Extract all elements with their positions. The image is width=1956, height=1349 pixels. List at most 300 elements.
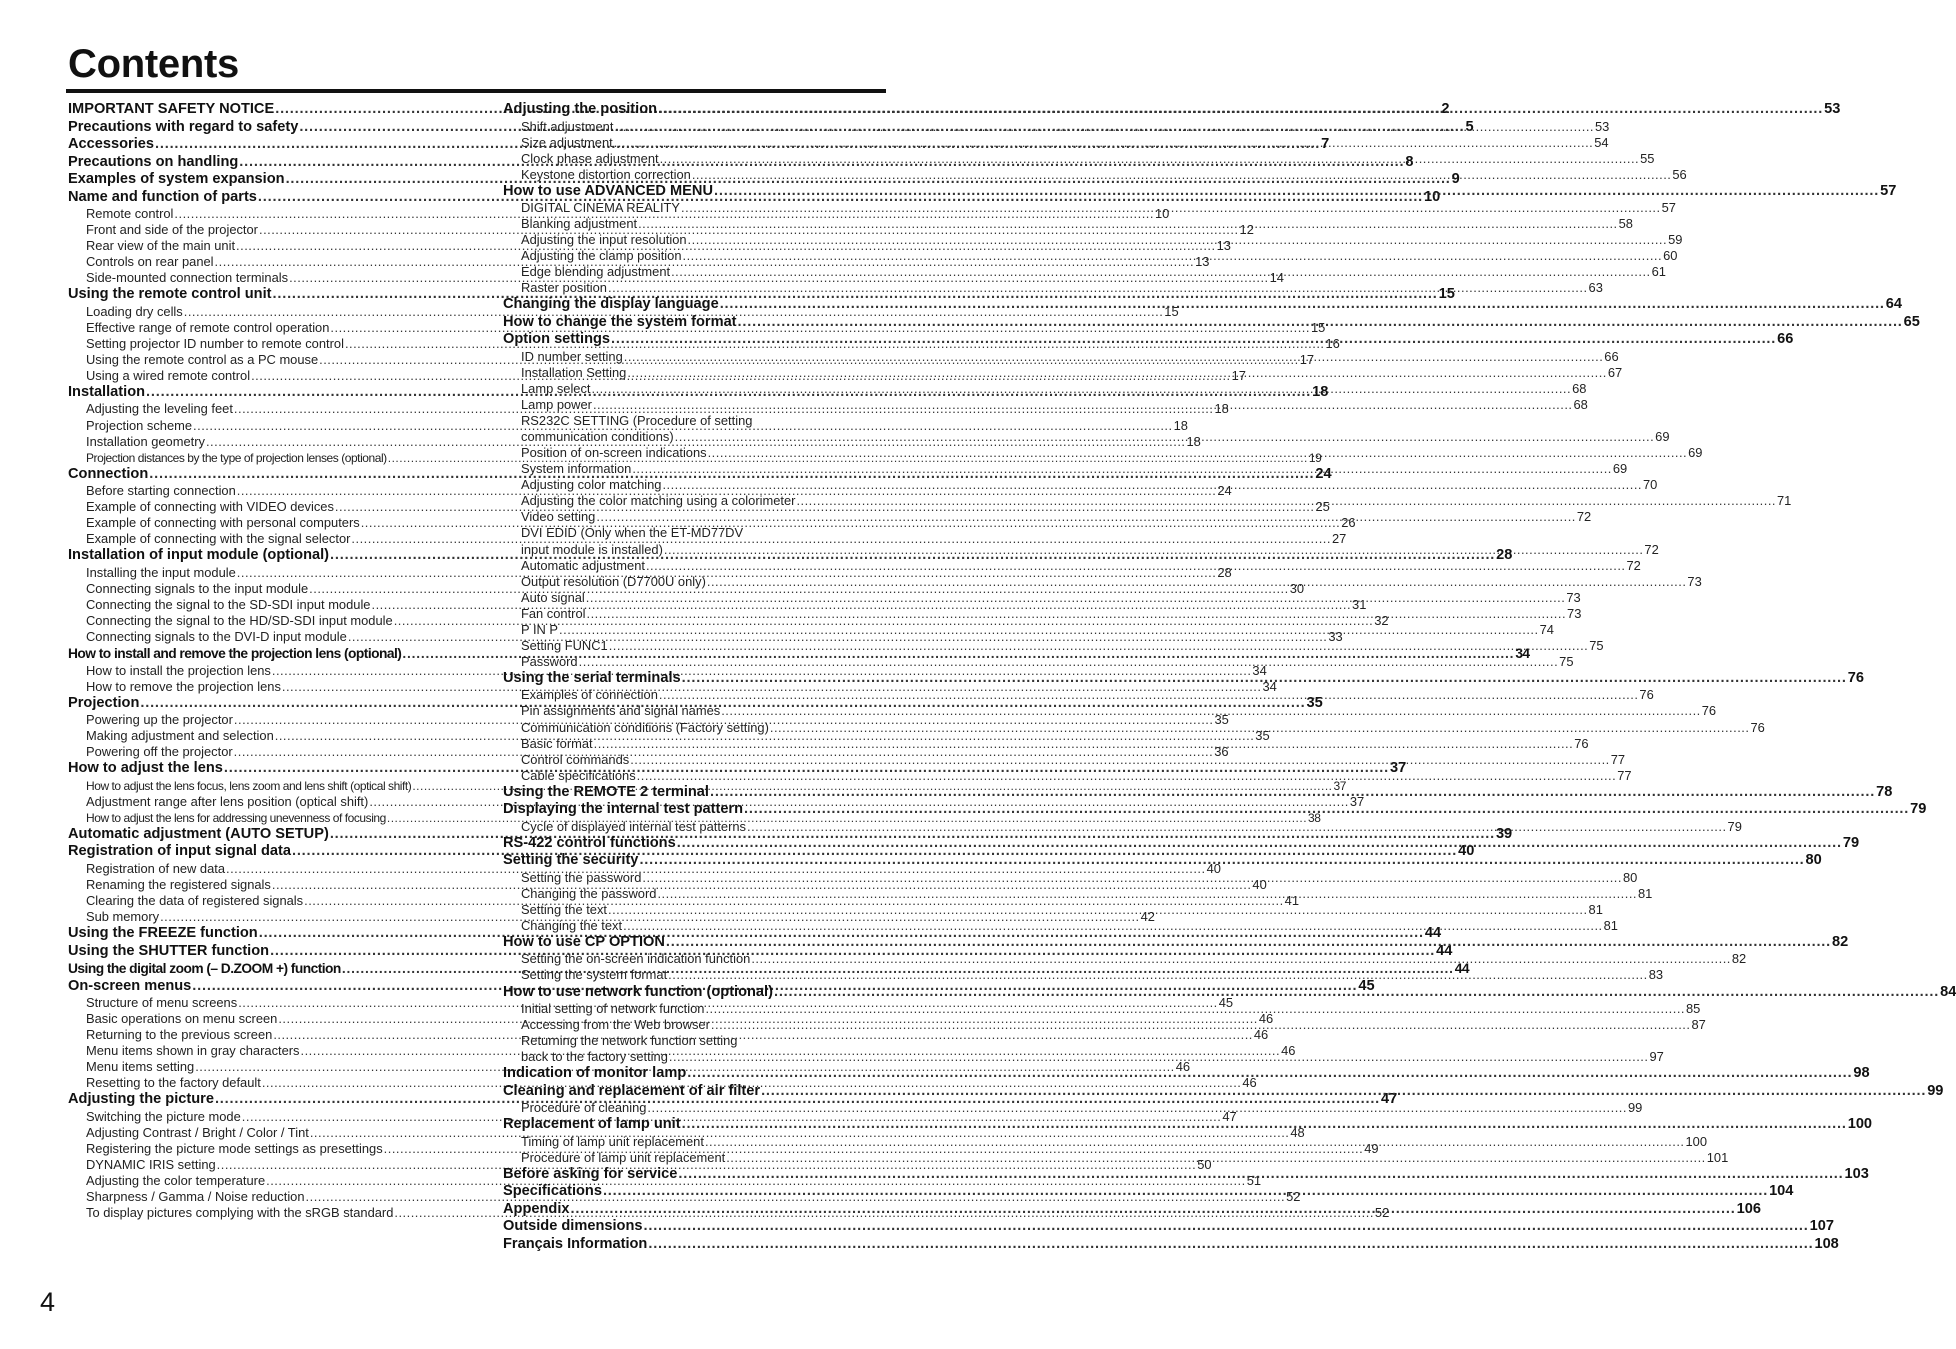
- toc-entry-title: How to change the system format: [503, 313, 737, 330]
- toc-entry-title: Setting the security: [503, 852, 639, 869]
- toc-entry-title: Basic operations on menu screen: [86, 1011, 278, 1027]
- toc-entry-title: Installation Setting: [521, 365, 627, 381]
- dot-leader: [614, 135, 1594, 151]
- toc-entry-title: Cycle of displayed internal test patterns: [521, 818, 746, 834]
- toc-entry-title: Using the SHUTTER function: [68, 942, 270, 959]
- toc-entry-title: Setting the system format: [521, 967, 668, 983]
- toc-entry-title: Keystone distortion correction: [521, 166, 691, 182]
- toc-entry-page: 80: [1805, 852, 1822, 869]
- toc-entry-page: 27: [1331, 531, 1347, 547]
- toc-entry-page: 85: [1685, 1001, 1701, 1017]
- toc-entry-page: 55: [1640, 150, 1655, 166]
- toc-entry-page: 49: [1364, 1141, 1379, 1157]
- toc-section-entry[interactable]: [503, 1218, 1834, 1236]
- dot-leader: [721, 703, 1701, 719]
- dot-leader: [708, 445, 1688, 461]
- toc-entry-title: Connecting signals to the input module: [86, 580, 309, 596]
- dot-leader: [678, 1166, 1843, 1184]
- toc-entry-title: Position of on-screen indications: [521, 445, 707, 461]
- dot-leader: [648, 1236, 1813, 1254]
- toc-entry-title: Adjusting the color matching using a colorimeter: [521, 493, 796, 509]
- toc-entry-title: Remote control: [86, 206, 174, 221]
- toc-entry-title: Returning the network function setting: [521, 1033, 738, 1049]
- toc-entry-page: 8: [1405, 153, 1414, 170]
- toc-entry-page: 69: [1612, 461, 1628, 477]
- dot-leader: [666, 934, 1831, 952]
- toc-entry-page: 76: [1639, 687, 1654, 703]
- toc-entry-page: 16: [1325, 335, 1340, 351]
- toc-entry-title: Projection: [68, 694, 140, 711]
- dot-leader: [705, 1001, 1685, 1017]
- toc-entry-title: Loading dry cells: [86, 303, 183, 319]
- toc-entry-page: 67: [1607, 365, 1623, 381]
- dot-leader: [643, 1218, 1808, 1236]
- toc-entry-title: P IN P: [521, 621, 559, 637]
- toc-entry-title: Using the serial terminals: [503, 669, 681, 686]
- toc-entry-page: 106: [1736, 1200, 1761, 1217]
- toc-subsection-entry[interactable]: [503, 951, 1747, 967]
- toc-entry-page: 48: [1290, 1124, 1305, 1140]
- dot-leader: [630, 752, 1610, 768]
- dot-leader: [659, 687, 1639, 703]
- toc-entry-title: Changing the display language: [503, 296, 719, 313]
- toc-entry-page: 44: [1454, 961, 1470, 977]
- toc-entry-page: 41: [1284, 893, 1300, 909]
- dot-leader: [657, 886, 1637, 902]
- toc-entry-page: 15: [1310, 319, 1326, 335]
- toc-entry-page: 81: [1638, 885, 1653, 901]
- toc-entry-title: Indication of monitor lamp: [503, 1065, 687, 1082]
- dot-leader: [692, 167, 1672, 183]
- toc-entry-page: 73: [1566, 589, 1581, 605]
- dot-leader: [611, 331, 1776, 349]
- toc-entry-title: Adjusting the leveling feet: [86, 401, 233, 417]
- toc-entry-title: Before asking for service: [503, 1165, 678, 1182]
- toc-entry-page: 56: [1672, 166, 1687, 182]
- dot-leader: [624, 349, 1604, 365]
- toc-subsection-entry[interactable]: [503, 166, 1687, 183]
- toc-entry-title: RS232C SETTING (Procedure of setting: [521, 413, 753, 429]
- toc-entry-page: 61: [1651, 264, 1666, 280]
- toc-entry-title: Procedure of cleaning: [521, 1100, 647, 1116]
- toc-entry-title: Installation geometry: [86, 433, 205, 449]
- toc-entry-page: 99: [1927, 1082, 1944, 1099]
- toc-entry-title: Raster position: [521, 280, 607, 296]
- toc-entry-title: Cable specifications: [521, 767, 636, 783]
- toc-entry-title: Setting the text: [521, 901, 607, 917]
- toc-subsection-entry[interactable]: [503, 150, 1655, 167]
- dot-leader: [677, 835, 1842, 853]
- toc-entry-title: Precautions with regard to safety: [68, 118, 299, 135]
- toc-entry-page: 108: [1814, 1235, 1839, 1252]
- toc-entry-title: Making adjustment and selection: [86, 728, 274, 744]
- toc-entry-title: Resetting to the factory default: [86, 1075, 261, 1091]
- toc-entry-page: 57: [1661, 200, 1676, 216]
- toc-entry-page: 79: [1727, 818, 1742, 834]
- toc-entry-title: Controls on rear panel: [86, 254, 214, 270]
- toc-entry-page: 77: [1610, 751, 1626, 767]
- dot-leader: [770, 720, 1750, 736]
- toc-entry-title: DYNAMIC IRIS setting: [86, 1157, 216, 1173]
- toc-entry-title: Displaying the internal test pattern: [503, 801, 744, 818]
- toc-entry-title: Returning to the previous screen: [86, 1027, 273, 1043]
- toc-entry-page: 34: [1515, 646, 1530, 662]
- toc-entry-title: Français Information: [503, 1235, 648, 1252]
- toc-entry-page: 37: [1333, 778, 1346, 793]
- toc-entry-page: 28: [1496, 547, 1513, 564]
- toc-entry-title: Video setting: [521, 509, 596, 525]
- toc-entry-page: 24: [1315, 465, 1332, 482]
- toc-entry-page: 46: [1281, 1043, 1296, 1059]
- toc-entry-title: How to use network function (optional): [503, 983, 773, 1000]
- toc-entry-title: Connecting the signal to the HD/SD-SDI input module: [86, 612, 393, 628]
- toc-entry-page: 60: [1663, 248, 1678, 264]
- toc-entry-title: Accessing from the Web browser: [521, 1017, 710, 1033]
- toc-entry-title: Adjusting the position: [503, 101, 658, 117]
- toc-entry-page: 76: [1701, 703, 1717, 719]
- toc-entry-title: Name and function of parts: [68, 188, 257, 205]
- dot-leader: [705, 1134, 1685, 1150]
- dot-leader: [608, 902, 1588, 918]
- dot-leader: [603, 1183, 1768, 1201]
- toc-entry-title: Sharpness / Gamma / Noise reduction: [86, 1189, 305, 1205]
- toc-subsection-entry[interactable]: [503, 118, 1610, 135]
- toc-entry-title: Adjusting the input resolution: [521, 232, 687, 248]
- dot-leader: [711, 1017, 1691, 1033]
- toc-entry-page: 45: [1358, 977, 1375, 994]
- toc-entry-page: 13: [1195, 254, 1210, 270]
- toc-entry-page: 46: [1242, 1075, 1257, 1091]
- toc-entry-title: Registration of input signal data: [68, 843, 291, 860]
- toc-entry-page: 12: [1239, 222, 1254, 238]
- dot-leader: [623, 918, 1603, 934]
- toc-entry-title: How to adjust the lens: [68, 760, 223, 777]
- toc-subsection-entry[interactable]: [503, 525, 895, 541]
- dot-leader: [647, 1100, 1627, 1116]
- toc-entry-title: Projection distances by the type of projection lenses (optional): [86, 450, 387, 465]
- toc-entry-title: Control commands: [521, 751, 630, 767]
- dot-leader: [570, 1201, 1735, 1219]
- toc-entry-title: communication conditions): [521, 429, 674, 445]
- toc-entry-page: 51: [1246, 1173, 1262, 1189]
- dot-leader: [710, 784, 1875, 802]
- toc-entry-page: 73: [1567, 605, 1582, 621]
- dot-leader: [609, 638, 1589, 654]
- toc-entry-title: back to the factory setting: [521, 1049, 668, 1065]
- toc-entry-title: Automatic adjustment: [521, 557, 645, 573]
- dot-leader: [774, 984, 1939, 1002]
- toc-entry-page: 63: [1588, 280, 1603, 296]
- dot-leader: [668, 967, 1648, 983]
- toc-entry-page: 42: [1140, 909, 1155, 925]
- toc-entry-page: 52: [1286, 1189, 1301, 1205]
- toc-entry-title: How to install the projection lens: [86, 662, 271, 678]
- toc-entry-page: 46: [1253, 1027, 1269, 1043]
- toc-entry-page: 99: [1627, 1100, 1643, 1116]
- toc-entry-title: RS-422 control functions: [503, 834, 676, 851]
- toc-entry-page: 25: [1315, 499, 1330, 515]
- toc-entry-title: Replacement of lamp unit: [503, 1116, 681, 1133]
- toc-entry-title: Menu items setting: [86, 1059, 195, 1075]
- toc-entry-title: Structure of menu screens: [86, 995, 238, 1011]
- dot-leader: [720, 296, 1885, 314]
- toc-entry-title: Cleaning and replacement of air filter: [503, 1082, 761, 1099]
- toc-entry-title: Sub memory: [86, 909, 160, 925]
- dot-leader: [587, 606, 1567, 622]
- page-title: Contents: [68, 42, 239, 86]
- toc-entry-page: 34: [1252, 662, 1267, 678]
- dot-leader: [592, 381, 1572, 397]
- dot-leader: [596, 509, 1576, 525]
- dot-leader: [761, 1083, 1926, 1101]
- toc-entry-page: 66: [1604, 348, 1619, 364]
- toc-entry-title: DIGITAL CINEMA REALITY: [521, 200, 681, 216]
- toc-subsection-entry[interactable]: [503, 703, 1717, 719]
- toc-entry-page: 30: [1289, 580, 1305, 596]
- toc-subsection-entry[interactable]: [503, 413, 895, 429]
- dot-leader: [675, 429, 1655, 445]
- toc-entry-title: Installation: [68, 383, 146, 400]
- toc-entry-title: Adjusting Contrast / Bright / Color / Tint: [86, 1124, 309, 1140]
- toc-entry-page: 87: [1691, 1017, 1706, 1033]
- toc-entry-page: 75: [1559, 653, 1574, 669]
- toc-entry-title: Renaming the registered signals: [86, 877, 271, 892]
- toc-entry-page: 74: [1539, 621, 1554, 637]
- toc-entry-page: 40: [1252, 877, 1267, 892]
- toc-entry-title: Initial setting of network function: [521, 1001, 705, 1017]
- dot-leader: [682, 1116, 1847, 1134]
- toc-entry-title: Front and side of the projector: [86, 222, 258, 238]
- toc-entry-page: 15: [1438, 286, 1455, 303]
- toc-entry-page: 72: [1576, 509, 1592, 525]
- toc-entry-page: 69: [1688, 445, 1703, 461]
- toc-entry-title: DVI EDID (Only when the ET-MD77DV: [521, 525, 744, 541]
- toc-entry-page: 53: [1594, 118, 1610, 134]
- toc-entry-page: 83: [1648, 967, 1664, 983]
- toc-entry-page: 44: [1436, 942, 1453, 959]
- title-rule: [66, 89, 886, 93]
- dot-leader: [586, 590, 1566, 606]
- toc-entry-title: Clearing the data of registered signals: [86, 893, 304, 909]
- toc-entry-title: To display pictures complying with the sRGB standard: [86, 1205, 394, 1221]
- toc-entry-page: 54: [1594, 134, 1609, 150]
- toc-entry-page: 104: [1769, 1183, 1794, 1200]
- toc-entry-title: Timing of lamp unit replacement: [521, 1133, 704, 1149]
- toc-entry-title: Using the remote control as a PC mouse: [86, 351, 319, 367]
- toc-entry-title: How to adjust the lens for addressing unevenness of focusing: [86, 810, 386, 825]
- toc-entry-page: 81: [1588, 901, 1603, 917]
- toc-entry-title: Setting FUNC1: [521, 637, 608, 653]
- toc-entry-page: 17: [1231, 367, 1246, 383]
- toc-entry-page: 19: [1308, 450, 1322, 465]
- dot-leader: [682, 670, 1847, 688]
- toc-entry-title: How to use CP OPTION: [503, 933, 665, 950]
- toc-entry-title: Connecting signals to the DVI-D input module: [86, 629, 347, 645]
- dot-leader: [638, 216, 1618, 232]
- toc-entry-title: Accessories: [68, 136, 155, 152]
- toc-entry-page: 52: [1374, 1205, 1390, 1221]
- toc-entry-page: 101: [1706, 1149, 1729, 1165]
- dot-leader: [593, 397, 1573, 413]
- toc-entry-title: Changing the text: [521, 917, 623, 933]
- toc-entry-title: Using the REMOTE 2 terminal: [503, 783, 709, 800]
- toc-entry-title: Password: [521, 653, 578, 669]
- toc-entry-title: Examples of connection: [521, 687, 658, 703]
- toc-entry-page: 18: [1214, 401, 1229, 417]
- dot-leader: [669, 1049, 1649, 1065]
- toc-entry-page: 14: [1269, 270, 1284, 286]
- toc-entry-title: Before starting connection: [86, 483, 236, 499]
- toc-entry-page: 37: [1349, 793, 1365, 809]
- toc-entry-title: Installation of input module (optional): [68, 547, 330, 564]
- toc-entry-page: 31: [1352, 596, 1367, 612]
- dot-leader: [681, 200, 1661, 216]
- toc-entry-page: 47: [1381, 1091, 1398, 1108]
- toc-entry-page: 65: [1903, 313, 1920, 330]
- toc-entry-title: Communication conditions (Factory setting): [521, 719, 769, 735]
- toc-section-entry[interactable]: [503, 1235, 1839, 1254]
- dot-leader: [747, 819, 1727, 835]
- toc-entry-title: Auto signal: [521, 589, 585, 605]
- toc-entry-title: Specifications: [503, 1183, 602, 1200]
- toc-entry-title: Installing the input module: [86, 564, 236, 580]
- toc-entry-page: 64: [1885, 296, 1903, 313]
- toc-entry-title: Adjustment range after lens position (optical shift): [86, 793, 369, 809]
- toc-entry-page: 10: [1154, 206, 1170, 221]
- toc-entry-page: 33: [1328, 629, 1343, 645]
- toc-entry-page: 46: [1175, 1059, 1191, 1075]
- dot-leader: [658, 101, 1823, 119]
- dot-leader: [683, 248, 1663, 264]
- dot-leader: [579, 654, 1559, 670]
- toc-entry-title: System information: [521, 461, 632, 477]
- toc-entry-page: 18: [1173, 417, 1188, 433]
- toc-entry-page: 76: [1750, 719, 1765, 735]
- toc-entry-title: Outside dimensions: [503, 1218, 643, 1235]
- toc-entry-title: Procedure of lamp unit replacement: [521, 1149, 726, 1165]
- toc-entry-title: Lamp power: [521, 397, 592, 413]
- dot-leader: [662, 477, 1642, 493]
- toc-entry-title: How to remove the projection lens: [86, 678, 281, 694]
- toc-entry-title: Clock phase adjustment: [521, 150, 659, 166]
- toc-entry-page: 81: [1603, 917, 1618, 933]
- toc-entry-page: 82: [1731, 951, 1747, 967]
- toc-entry-title: Projection scheme: [86, 417, 193, 433]
- toc-entry-title: Registering the picture mode settings as presettings: [86, 1141, 383, 1157]
- toc-entry-page: 18: [1312, 383, 1329, 400]
- toc-entry-page: 68: [1573, 397, 1588, 413]
- dot-leader: [738, 314, 1903, 332]
- toc-section-entry[interactable]: [503, 101, 1841, 119]
- toc-entry-title: Rear view of the main unit: [86, 238, 236, 254]
- toc-entry-title: Changing the password: [521, 885, 657, 901]
- toc-entry-page: 24: [1217, 483, 1232, 499]
- toc-entry-title: Example of connecting with VIDEO devices: [86, 499, 334, 515]
- toc-entry-title: Output resolution (D7700U only): [521, 573, 706, 589]
- toc-entry-title: Connection: [68, 465, 149, 482]
- dot-leader: [632, 461, 1612, 477]
- toc-entry-page: 38: [1308, 810, 1321, 825]
- dot-leader: [671, 264, 1651, 280]
- toc-entry-title: Precautions on handling: [68, 153, 239, 170]
- toc-entry-page: 72: [1626, 557, 1641, 573]
- dot-leader: [796, 493, 1776, 509]
- toc-entry-title: On-screen menus: [68, 977, 192, 994]
- toc-entry-title: Adjusting color matching: [521, 477, 662, 493]
- toc-entry-page: 26: [1341, 515, 1356, 531]
- toc-entry-page: 15: [1164, 303, 1179, 319]
- toc-entry-title: Lamp select: [521, 381, 591, 397]
- toc-entry-title: Examples of system expansion: [68, 171, 285, 187]
- toc-entry-title: Using the FREEZE function: [68, 925, 258, 942]
- toc-entry-title: Using a wired remote control: [86, 367, 251, 383]
- dot-leader: [660, 151, 1640, 167]
- toc-entry-title: Powering off the projector: [86, 744, 233, 760]
- toc-entry-title: Pin assignments and signal names: [521, 703, 721, 719]
- toc-entry-page: 37: [1389, 760, 1407, 777]
- toc-entry-page: 70: [1642, 477, 1658, 493]
- toc-entry-title: Automatic adjustment (AUTO SETUP): [68, 825, 329, 842]
- toc-subsection-entry[interactable]: [503, 1033, 895, 1049]
- toc-entry-page: 40: [1206, 860, 1221, 876]
- toc-entry-page: 97: [1649, 1049, 1664, 1065]
- toc-entry-page: 10: [1424, 188, 1441, 205]
- dot-leader: [614, 119, 1594, 135]
- toc-entry-title: Switching the picture mode: [86, 1108, 241, 1124]
- toc-entry-page: 72: [1644, 541, 1659, 557]
- dot-leader: [608, 280, 1588, 296]
- dot-leader: [637, 768, 1617, 784]
- toc-subsection-entry[interactable]: [503, 134, 1609, 151]
- toc-entry-page: 79: [1842, 834, 1860, 851]
- toc-entry-title: Registration of new data: [86, 860, 226, 876]
- toc-entry-page: 7: [1321, 136, 1330, 152]
- toc-entry-page: 80: [1622, 869, 1638, 885]
- toc-entry-title: Setting the password: [521, 869, 642, 885]
- toc-entry-title: Appendix: [503, 1200, 570, 1217]
- toc-entry-title: Using the remote control unit: [68, 286, 272, 303]
- toc-entry-page: 36: [1214, 744, 1229, 760]
- toc-entry-title: Powering up the projector: [86, 712, 233, 728]
- toc-entry-title: Using the digital zoom (– D.ZOOM +) function: [68, 961, 341, 977]
- toc-entry-page: 17: [1299, 351, 1315, 367]
- toc-entry-page: 76: [1574, 735, 1589, 751]
- toc-entry-title: Setting the on-screen indication function: [521, 951, 751, 967]
- toc-entry-page: 76: [1847, 669, 1864, 686]
- toc-entry-page: 100: [1847, 1116, 1873, 1133]
- toc-entry-title: Adjusting the color temperature: [86, 1173, 266, 1189]
- toc-entry-page: 35: [1214, 712, 1229, 728]
- toc-entry-page: 73: [1687, 573, 1702, 589]
- dot-leader: [642, 870, 1622, 886]
- toc-entry-title: Connecting the signal to the SD-SDI input module: [86, 596, 371, 612]
- toc-entry-title: Option settings: [503, 331, 611, 348]
- toc-entry-title: Edge blending adjustment: [521, 264, 671, 280]
- dot-leader: [714, 183, 1879, 201]
- toc-entry-page: 34: [1262, 678, 1277, 694]
- toc-entry-page: 9: [1451, 171, 1460, 187]
- dot-leader: [664, 542, 1644, 558]
- toc-entry-page: 69: [1655, 429, 1670, 445]
- toc-entry-page: 57: [1880, 182, 1897, 199]
- dot-leader: [707, 574, 1687, 590]
- toc-entry-title: Size adjustment: [521, 134, 613, 150]
- toc-entry-page: 39: [1495, 825, 1513, 842]
- dot-leader: [687, 1065, 1852, 1083]
- toc-entry-page: 68: [1572, 381, 1587, 397]
- toc-entry-title: Adjusting the clamp position: [521, 248, 682, 264]
- toc-entry-title: ID number setting: [521, 348, 623, 364]
